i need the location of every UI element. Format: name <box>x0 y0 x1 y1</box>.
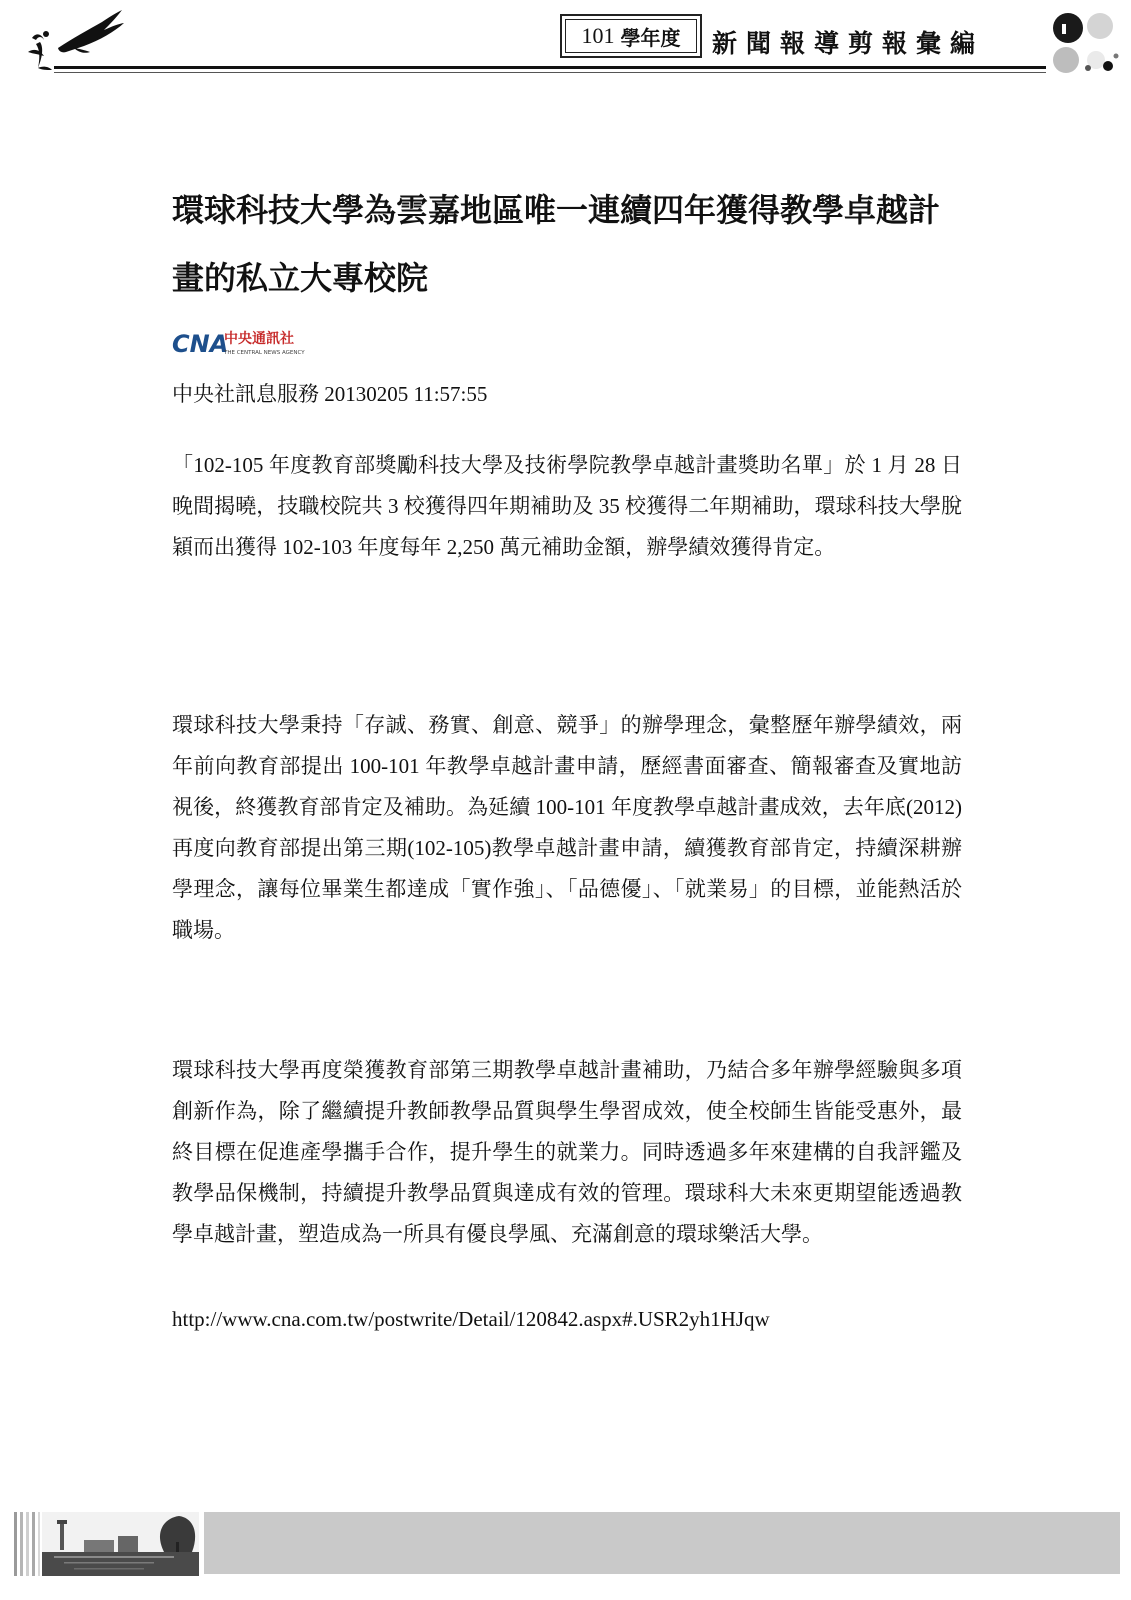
cna-logo-icon <box>172 328 324 358</box>
header-rule <box>54 66 1046 69</box>
header-title: 新聞報導剪報彙編 <box>712 29 985 58</box>
school-year-box <box>560 14 702 58</box>
article-title: 環球科技大學為雲嘉地區唯一連續四年獲得教學卓越計畫的私立大專校院 <box>172 191 941 297</box>
page-header <box>0 0 1131 90</box>
svg-text:CNA: CNA <box>172 330 229 358</box>
cna-logo-text: 中央通訊社 <box>224 331 294 347</box>
header-rule-thin <box>54 72 1046 73</box>
cna-logo-subtext: THE CENTRAL NEWS AGENCY <box>224 350 305 356</box>
article-paragraph-1: 「102-105 年度教育部獎勵科技大學及技術學院教學卓越計畫獎助名單」於 1 月 28 日晚間揭曉，技職校院共 3 校獲得四年期補助及 35 校獲得二年期補助，環球科技大學脫穎而出獲得 102-103 年度每年 2,250 萬元補助金額，辦學績效獲得肯定。 <box>172 453 962 559</box>
source-line: 中央社訊息服務 20130205 11:57:55 <box>172 382 488 406</box>
source-url-link[interactable]: http://www.cna.com.tw/postwrite/Detail/120842.aspx#.USR2yh1HJqw <box>172 1307 770 1331</box>
school-year-number: 101 <box>581 23 615 48</box>
campus-photo <box>14 1512 199 1576</box>
dots-ornament-icon <box>1050 10 1122 82</box>
article-paragraph-3: 環球科技大學再度榮獲教育部第三期教學卓越計畫補助，乃結合多年辦學經驗與多項創新作為，除了繼續提升教師教學品質與學生學習成效，使全校師生皆能受惠外，最終目標在促進產學攜手合作，提升學生的就業力。同時透過多年來建構的自我評鑑及教學品保機制，持續提升教學品質與達成有效的管理。環球科大未來更期望能透過教學卓越計畫，塑造成為一所具有優良學風、充滿創意的環球樂活大學。 <box>172 1058 962 1246</box>
school-year-suffix: 學年度 <box>620 25 681 50</box>
eagle-logo-icon <box>18 8 128 74</box>
article-paragraph-2: 環球科技大學秉持「存誠、務實、創意、競爭」的辦學理念，彙整歷年辦學績效，兩年前向教育部提出 100-101 年教學卓越計畫申請，歷經書面審查、簡報審查及實地訪視後，終獲教育部肯定及補助。為延續 100-101 年度教學卓越計畫成效，去年底(2012)再度向教育部提出第三期(102-105)教學卓越計畫申請，續獲教育部肯定，持續深耕辦學理念，讓每位畢業生都達成「實作強」、「品德優」、「就業易」的目標，並能熱活於職場。 <box>172 713 962 942</box>
footer-bar <box>204 1512 1120 1574</box>
